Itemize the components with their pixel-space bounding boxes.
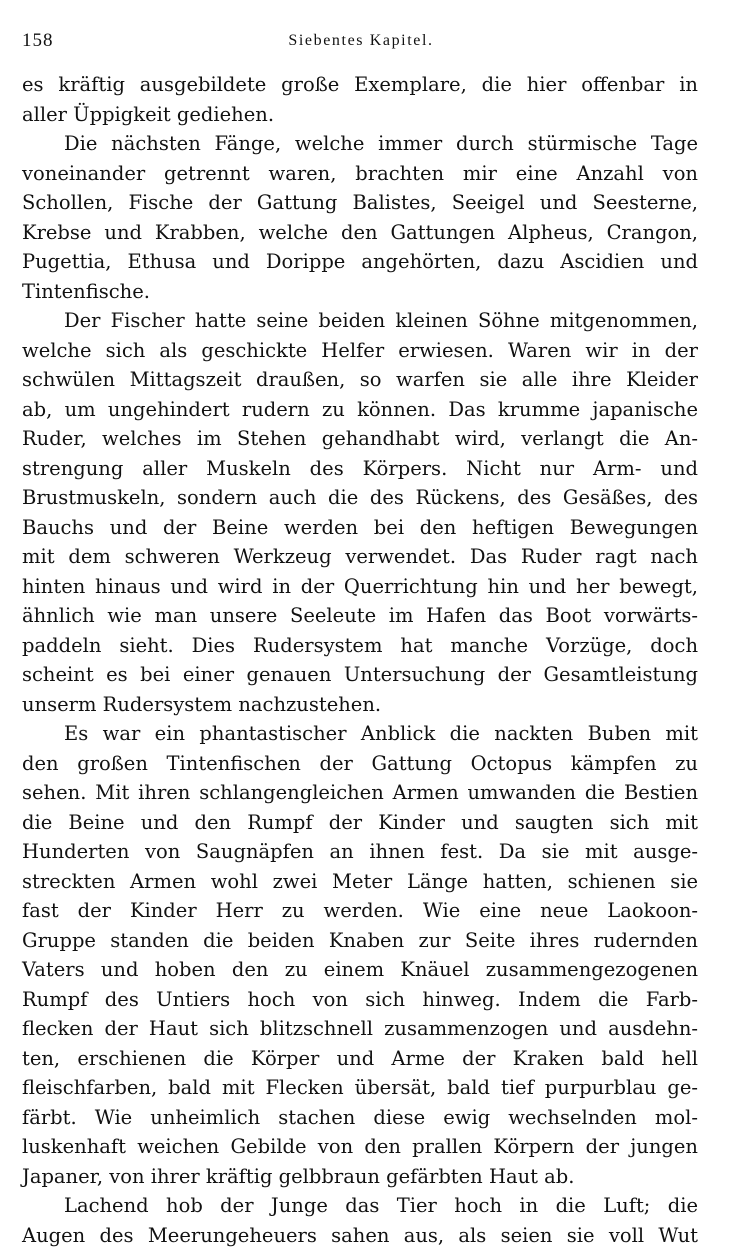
body-text: [22, 70, 698, 1250]
text-line: ten, erschienen die Körper und Arme der Kraken bald hell: [22, 1044, 698, 1074]
text-line: Tintenfische.: [22, 277, 698, 307]
text-line: ab, um ungehindert rudern zu können. Das krumme japanische: [22, 395, 698, 425]
text-line: Augen des Meerungeheuers sahen aus, als seien sie voll Wut: [22, 1221, 698, 1250]
text-line: Die nächsten Fänge, welche immer durch stürmische Tage: [22, 129, 698, 159]
text-line: Bauchs und der Beine werden bei den heftigen Bewegungen: [22, 513, 698, 543]
text-line: Pugettia, Ethusa und Dorippe angehörten, dazu Ascidien und: [22, 247, 698, 277]
text-line: aller Üppigkeit gediehen.: [22, 100, 698, 130]
text-line: Ruder, welches im Stehen gehandhabt wird, verlangt die An-: [22, 424, 698, 454]
text-line: flecken der Haut sich blitzschnell zusammenzogen und ausdehn-: [22, 1014, 698, 1044]
running-head: Siebentes Kapitel.: [22, 32, 700, 50]
text-line: sehen. Mit ihren schlangengleichen Armen umwanden die Bestien: [22, 778, 698, 808]
text-line: strengung aller Muskeln des Körpers. Nicht nur Arm- und: [22, 454, 698, 484]
text-line: Hunderten von Saugnäpfen an ihnen fest. Da sie mit ausge-: [22, 837, 698, 867]
text-line: es kräftig ausgebildete große Exemplare, die hier offenbar in: [22, 70, 698, 100]
text-line: Rumpf des Untiers hoch von sich hinweg. Indem die Farb-: [22, 985, 698, 1015]
text-line: Lachend hob der Junge das Tier hoch in die Luft; die: [22, 1191, 698, 1221]
text-line: fast der Kinder Herr zu werden. Wie eine neue Laokoon-: [22, 896, 698, 926]
text-line: Der Fischer hatte seine beiden kleinen Söhne mitgenommen,: [22, 306, 698, 336]
text-line: schwülen Mittagszeit draußen, so warfen sie alle ihre Kleider: [22, 365, 698, 395]
text-line: streckten Armen wohl zwei Meter Länge hatten, schienen sie: [22, 867, 698, 897]
text-line: Japaner, von ihrer kräftig gelbbraun gefärbten Haut ab.: [22, 1162, 698, 1192]
text-line: welche sich als geschickte Helfer erwiesen. Waren wir in der: [22, 336, 698, 366]
text-line: scheint es bei einer genauen Untersuchung der Gesamtleistung: [22, 660, 698, 690]
text-line: Gruppe standen die beiden Knaben zur Seite ihres rudernden: [22, 926, 698, 956]
text-line: voneinander getrennt waren, brachten mir eine Anzahl von: [22, 159, 698, 189]
text-line: paddeln sieht. Dies Rudersystem hat manche Vorzüge, doch: [22, 631, 698, 661]
text-line: Schollen, Fische der Gattung Balistes, Seeigel und Seesterne,: [22, 188, 698, 218]
text-line: Brustmuskeln, sondern auch die des Rückens, des Gesäßes, des: [22, 483, 698, 513]
text-line: Es war ein phantastischer Anblick die nackten Buben mit: [22, 719, 698, 749]
text-line: Vaters und hoben den zu einem Knäuel zusammengezogenen: [22, 955, 698, 985]
text-line: hinten hinaus und wird in der Querrichtung hin und her bewegt,: [22, 572, 698, 602]
text-line: unserm Rudersystem nachzustehen.: [22, 690, 698, 720]
text-line: Krebse und Krabben, welche den Gattungen Alpheus, Crangon,: [22, 218, 698, 248]
text-line: mit dem schweren Werkzeug verwendet. Das Ruder ragt nach: [22, 542, 698, 572]
text-line: den großen Tintenfischen der Gattung Octopus kämpfen zu: [22, 749, 698, 779]
text-line: färbt. Wie unheimlich stachen diese ewig wechselnden mol-: [22, 1103, 698, 1133]
text-line: die Beine und den Rumpf der Kinder und saugten sich mit: [22, 808, 698, 838]
page-number: 158: [22, 30, 54, 52]
page-header: [22, 30, 700, 58]
text-line: fleischfarben, bald mit Flecken übersät, bald tief purpurblau ge-: [22, 1073, 698, 1103]
text-line: luskenhaft weichen Gebilde von den prallen Körpern der jungen: [22, 1132, 698, 1162]
text-line: ähnlich wie man unsere Seeleute im Hafen das Boot vorwärts-: [22, 601, 698, 631]
